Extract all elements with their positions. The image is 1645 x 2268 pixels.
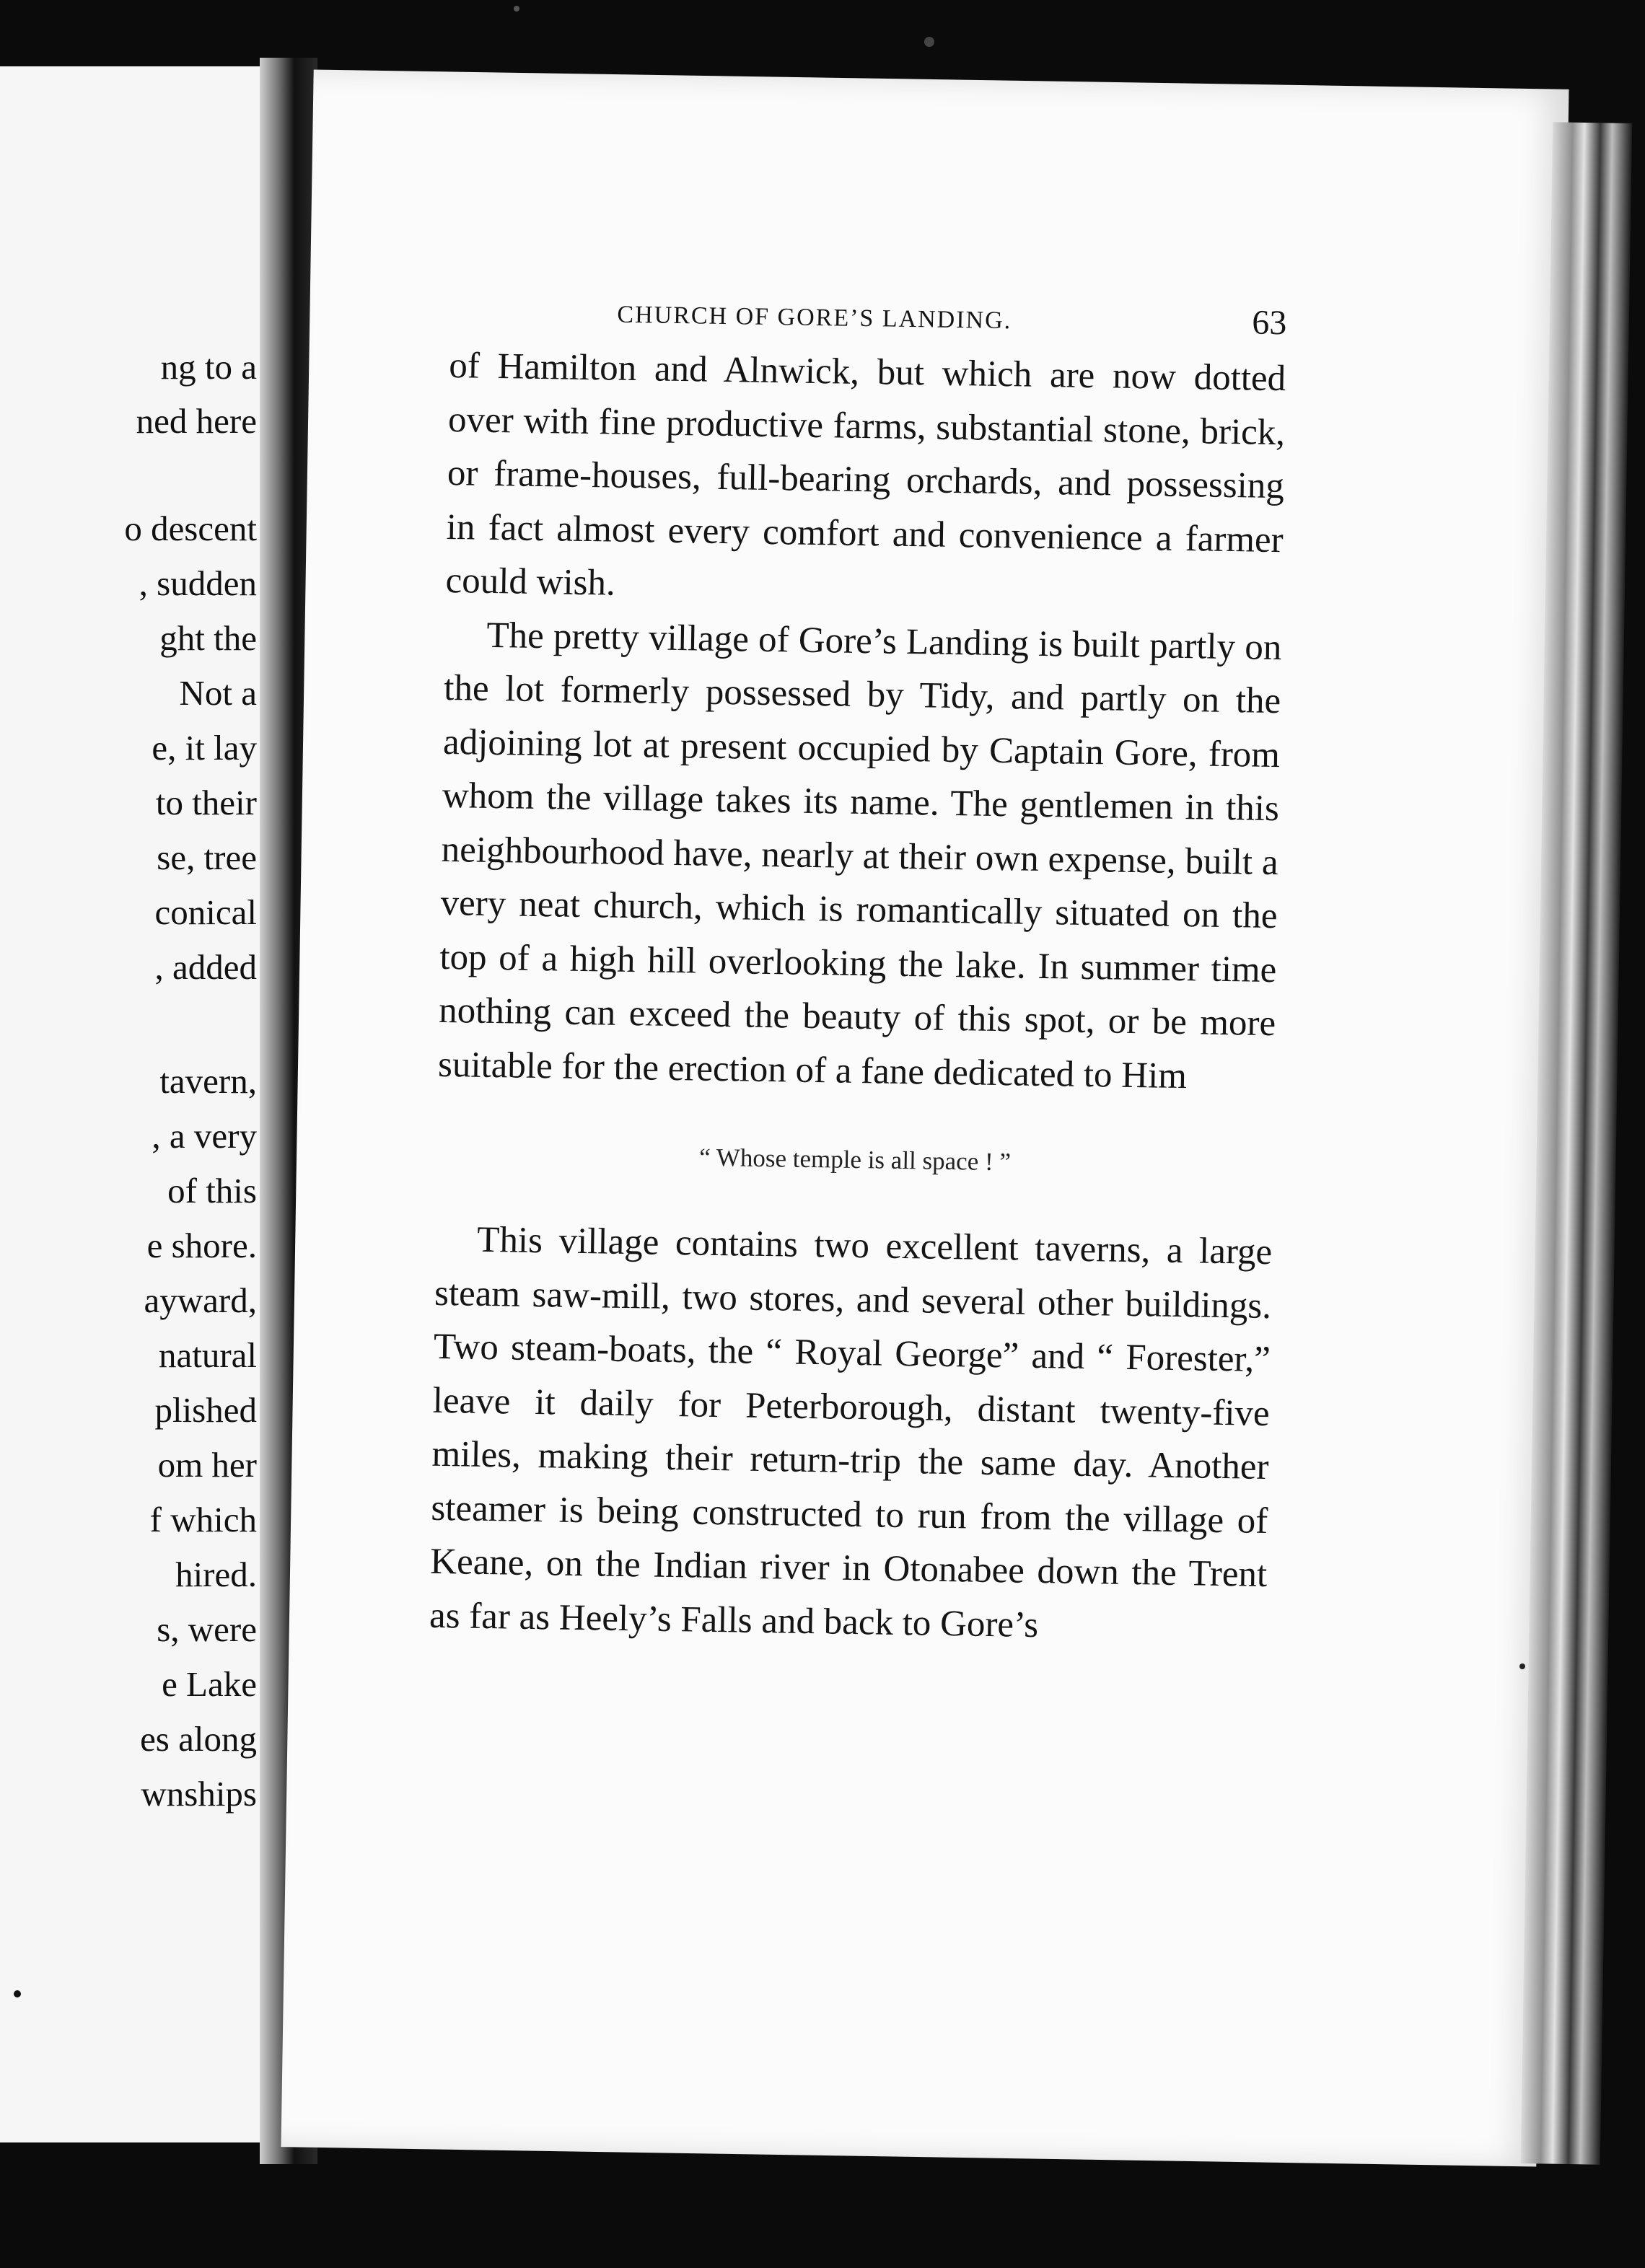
running-head-title: CHURCH OF GORE’S LANDING. (617, 301, 1012, 335)
body-paragraph-1: of Hamilton and Alnwick, but which are now dotted over with fine productive farms, substantial stone, brick, or frame-houses, full-bearing orchards, and possessing in fact almost every comfort and convenience a farmer could wish. (445, 345, 1286, 604)
left-page-line: hired. (175, 1555, 257, 1594)
left-page-line: ayward, (144, 1280, 257, 1320)
left-page-line: e shore. (146, 1226, 257, 1265)
left-page-line: ned here (136, 401, 257, 441)
left-page-line: f which (149, 1500, 257, 1539)
left-page-line: e Lake (162, 1664, 257, 1704)
left-page-line: natural (158, 1335, 257, 1375)
left-page-line: se, tree (157, 838, 257, 877)
left-page-line: o descent (124, 509, 257, 548)
left-facing-page (0, 66, 268, 2142)
speck (514, 6, 519, 12)
left-page-line: s, were (157, 1609, 257, 1649)
left-page-line: conical (154, 892, 257, 932)
quotation: “ Whose temple is all space ! ” (698, 1143, 1012, 1177)
body-paragraph-2: The pretty village of Gore’s Landing is built partly on the lot formerly possessed by Tidy, and partly on the adjoining lot at present occupied by Captain Gore, from whom the village takes its name. The gentlemen in this neighbourhood have, nearly at their own expense, built a very neat church, which is romantically situated on the top of a high hill overlooking the lake. In summer time nothing can exceed the beauty of this spot, or be more suitable for the erection of a fane dedicated to Him (437, 615, 1282, 1096)
body-paragraph-3: This village contains two excellent taverns, a large steam saw-mill, two stores, and several other buildings. Two steam-boats, the “ Royal George” and “ Forester,” leave it daily for Peterborough, distant twenty-five miles, making their return-trip the same day. Another steamer is being constructed to run from the village of Keane, on the Indian river in Otonabee down the Trent as far as Heely’s Falls and back to Gore’s (429, 1219, 1273, 1645)
left-page-line: to their (155, 783, 257, 822)
page-number: 63 (1251, 303, 1287, 343)
page-63-content (429, 289, 1287, 1656)
left-page-line: ght the (159, 618, 257, 658)
left-page-line: es along (140, 1719, 257, 1759)
left-page-line: , sudden (139, 563, 257, 603)
left-page-line: plished (154, 1390, 257, 1430)
left-page-line: tavern, (159, 1061, 257, 1101)
left-page-line: , added (154, 947, 257, 987)
left-page-line: wnships (141, 1774, 257, 1814)
left-page-line: of this (167, 1171, 257, 1210)
left-page-line: Not a (179, 673, 257, 713)
speck (924, 37, 934, 47)
left-page-line: ng to a (160, 347, 257, 387)
left-page-line: om her (157, 1445, 257, 1485)
left-page-line: e, it lay (152, 728, 257, 768)
left-page-line: , a very (152, 1116, 257, 1156)
